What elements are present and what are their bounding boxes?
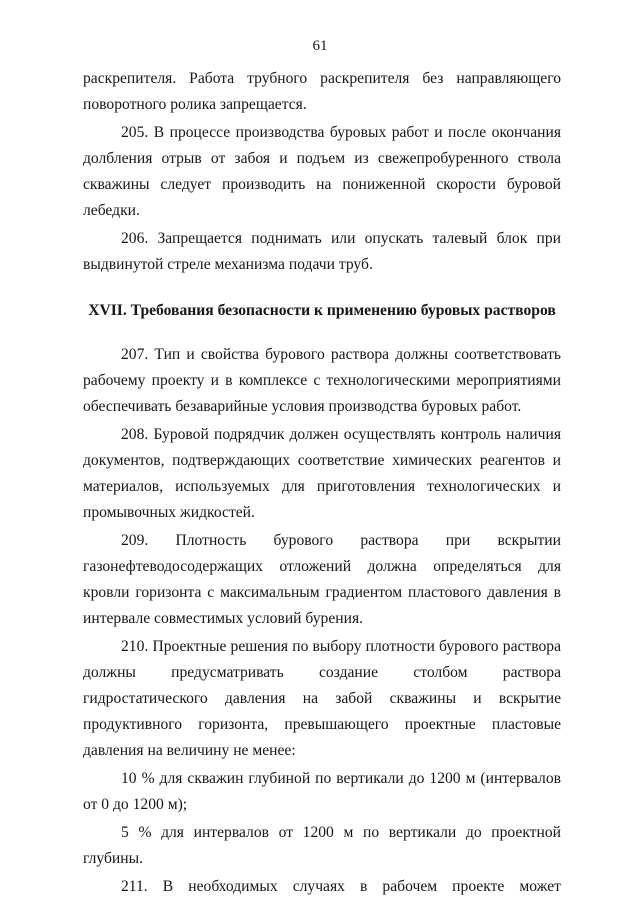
paragraph-211: 211. В необходимых случаях в рабочем проекте может — [121, 878, 561, 895]
paragraph-205: 205. В процессе производства буровых работ и после окончания долбления отрыв от забоя и подъем из свежепробуренного ствола скважины следует производить на пониженной скорости буровой лебедки. — [83, 124, 561, 219]
section-heading: XVII. Требования безопасности к применению буровых растворов — [88, 302, 556, 319]
paragraph-210-item-1: 10 % для скважин глубиной по вертикали до 1200 м (интервалов от 0 до 1200 м); — [83, 770, 561, 813]
paragraph-209: 209. Плотность бурового раствора при вскрытии газонефтеводосодержащих отложений должна определяться для кровли горизонта с максимальным градиентом пластового давления в интервале совместимых условий бурения. — [83, 532, 561, 627]
paragraph-208: 208. Буровой подрядчик должен осуществлять контроль наличия документов, подтверждающих соответствие химических реагентов и материалов, используемых для приготовления технологических и промывочных жидкостей. — [83, 426, 561, 521]
paragraph-207: 207. Тип и свойства бурового раствора должны соответствовать рабочему проекту и в комплексе с технологическими мероприятиями обеспечивать безаварийные условия производства буровых работ. — [83, 346, 561, 415]
paragraph-continuation: раскрепителя. Работа трубного раскрепителя без направляющего поворотного ролика запрещается. — [83, 70, 561, 113]
paragraph-206: 206. Запрещается поднимать или опускать талевый блок при выдвинутой стреле механизма подачи труб. — [83, 230, 561, 273]
paragraph-210-item-2: 5 % для интервалов от 1200 м по вертикали до проектной глубины. — [83, 824, 561, 867]
document-body — [83, 66, 561, 900]
paragraph-210: 210. Проектные решения по выбору плотности бурового раствора должны предусматривать создание столбом раствора гидростатического давления на забой скважины и вскрытие продуктивного горизонта, превышающего проектные пластовые давления на величину не менее: — [83, 638, 561, 759]
page-number: 61 — [312, 38, 328, 54]
